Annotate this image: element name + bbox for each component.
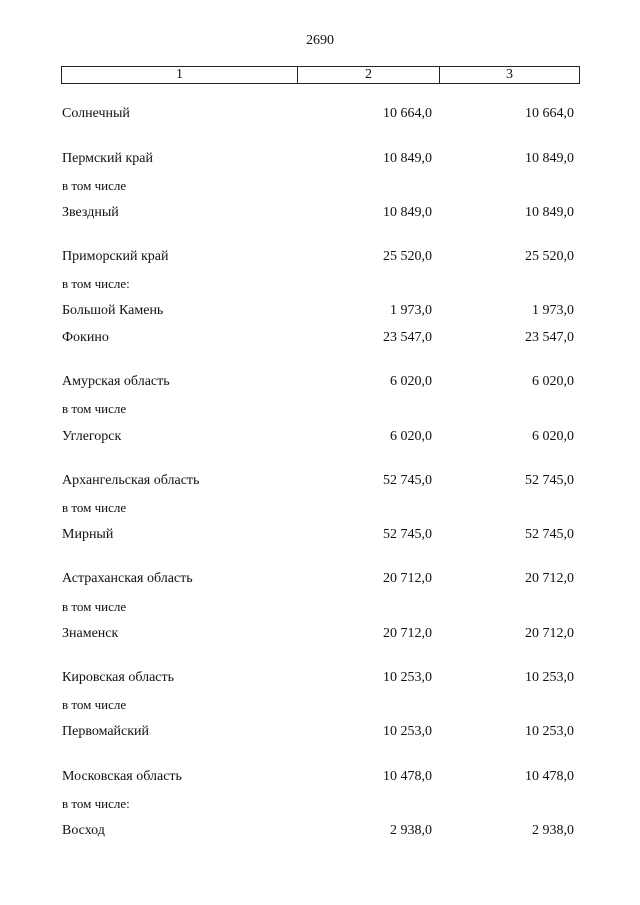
row-value-col3: 10 253,0 <box>525 670 574 685</box>
row-value-col2: 52 745,0 <box>383 473 432 488</box>
table-row <box>0 498 640 518</box>
row-label: Пермский край <box>62 151 153 166</box>
row-value-col3: 1 973,0 <box>532 303 574 318</box>
table-row <box>0 722 640 742</box>
row-value-col2: 20 712,0 <box>383 571 432 586</box>
table-row <box>0 149 640 169</box>
row-value-col3: 23 547,0 <box>525 330 574 345</box>
row-label: Первомайский <box>62 724 150 739</box>
row-label: Астраханская область <box>62 571 193 586</box>
table-row <box>0 668 640 688</box>
row-label: в том числе <box>62 697 127 712</box>
row-label: Звездный <box>62 205 119 220</box>
row-label: Солнечный <box>62 106 130 121</box>
row-label: в том числе: <box>62 276 130 291</box>
row-value-col3: 10 849,0 <box>525 205 574 220</box>
page-number: 2690 <box>306 33 334 48</box>
row-label: Большой Камень <box>62 303 164 318</box>
row-value-col2: 20 712,0 <box>383 626 432 641</box>
table-row <box>0 427 640 447</box>
row-value-col3: 25 520,0 <box>525 249 574 264</box>
row-label: в том числе <box>62 401 127 416</box>
row-value-col2: 10 664,0 <box>383 106 432 121</box>
table-row <box>0 794 640 814</box>
row-value-col3: 52 745,0 <box>525 473 574 488</box>
row-value-col2: 10 849,0 <box>383 151 432 166</box>
table-row <box>0 821 640 841</box>
table-row <box>0 247 640 267</box>
table-row <box>0 328 640 348</box>
row-value-col3: 6 020,0 <box>532 374 574 389</box>
table-row <box>0 471 640 491</box>
row-label: Мирный <box>62 527 114 542</box>
row-value-col2: 25 520,0 <box>383 249 432 264</box>
row-label: в том числе <box>62 178 127 193</box>
table-row <box>0 399 640 419</box>
row-value-col3: 20 712,0 <box>525 571 574 586</box>
row-label: в том числе <box>62 599 127 614</box>
row-value-col2: 23 547,0 <box>383 330 432 345</box>
row-value-col2: 6 020,0 <box>390 374 432 389</box>
row-value-col2: 10 253,0 <box>383 724 432 739</box>
row-value-col3: 10 478,0 <box>525 769 574 784</box>
row-value-col3: 2 938,0 <box>532 823 574 838</box>
row-label: Восход <box>62 823 105 838</box>
table-row <box>0 104 640 124</box>
table-row <box>0 767 640 787</box>
row-label: Приморский край <box>62 249 169 264</box>
table-row <box>0 695 640 715</box>
row-value-col2: 6 020,0 <box>390 429 432 444</box>
row-label: в том числе: <box>62 796 130 811</box>
row-label: Фокино <box>62 330 109 345</box>
table-row <box>0 597 640 617</box>
table-row <box>0 301 640 321</box>
table-row <box>0 525 640 545</box>
row-value-col2: 1 973,0 <box>390 303 432 318</box>
row-value-col2: 10 849,0 <box>383 205 432 220</box>
row-label: Знаменск <box>62 626 119 641</box>
table-row <box>0 624 640 644</box>
table-row <box>0 203 640 223</box>
row-value-col3: 10 849,0 <box>525 151 574 166</box>
table-row <box>0 176 640 196</box>
row-value-col2: 10 478,0 <box>383 769 432 784</box>
row-value-col3: 10 664,0 <box>525 106 574 121</box>
table-header <box>61 66 580 84</box>
table-row <box>0 274 640 294</box>
row-value-col2: 10 253,0 <box>383 670 432 685</box>
row-label: в том числе <box>62 500 127 515</box>
row-value-col2: 2 938,0 <box>390 823 432 838</box>
row-label: Московская область <box>62 769 182 784</box>
row-label: Кировская область <box>62 670 175 685</box>
column-header-3: 3 <box>506 67 513 82</box>
row-value-col3: 20 712,0 <box>525 626 574 641</box>
row-value-col3: 6 020,0 <box>532 429 574 444</box>
column-header-2: 2 <box>298 67 440 83</box>
row-label: Амурская область <box>62 374 170 389</box>
column-header-1: 1 <box>62 67 298 83</box>
table-row <box>0 569 640 589</box>
row-label: Углегорск <box>62 429 122 444</box>
row-label: Архангельская область <box>62 473 200 488</box>
table-row <box>0 372 640 392</box>
row-value-col3: 10 253,0 <box>525 724 574 739</box>
row-value-col2: 52 745,0 <box>383 527 432 542</box>
row-value-col3: 52 745,0 <box>525 527 574 542</box>
